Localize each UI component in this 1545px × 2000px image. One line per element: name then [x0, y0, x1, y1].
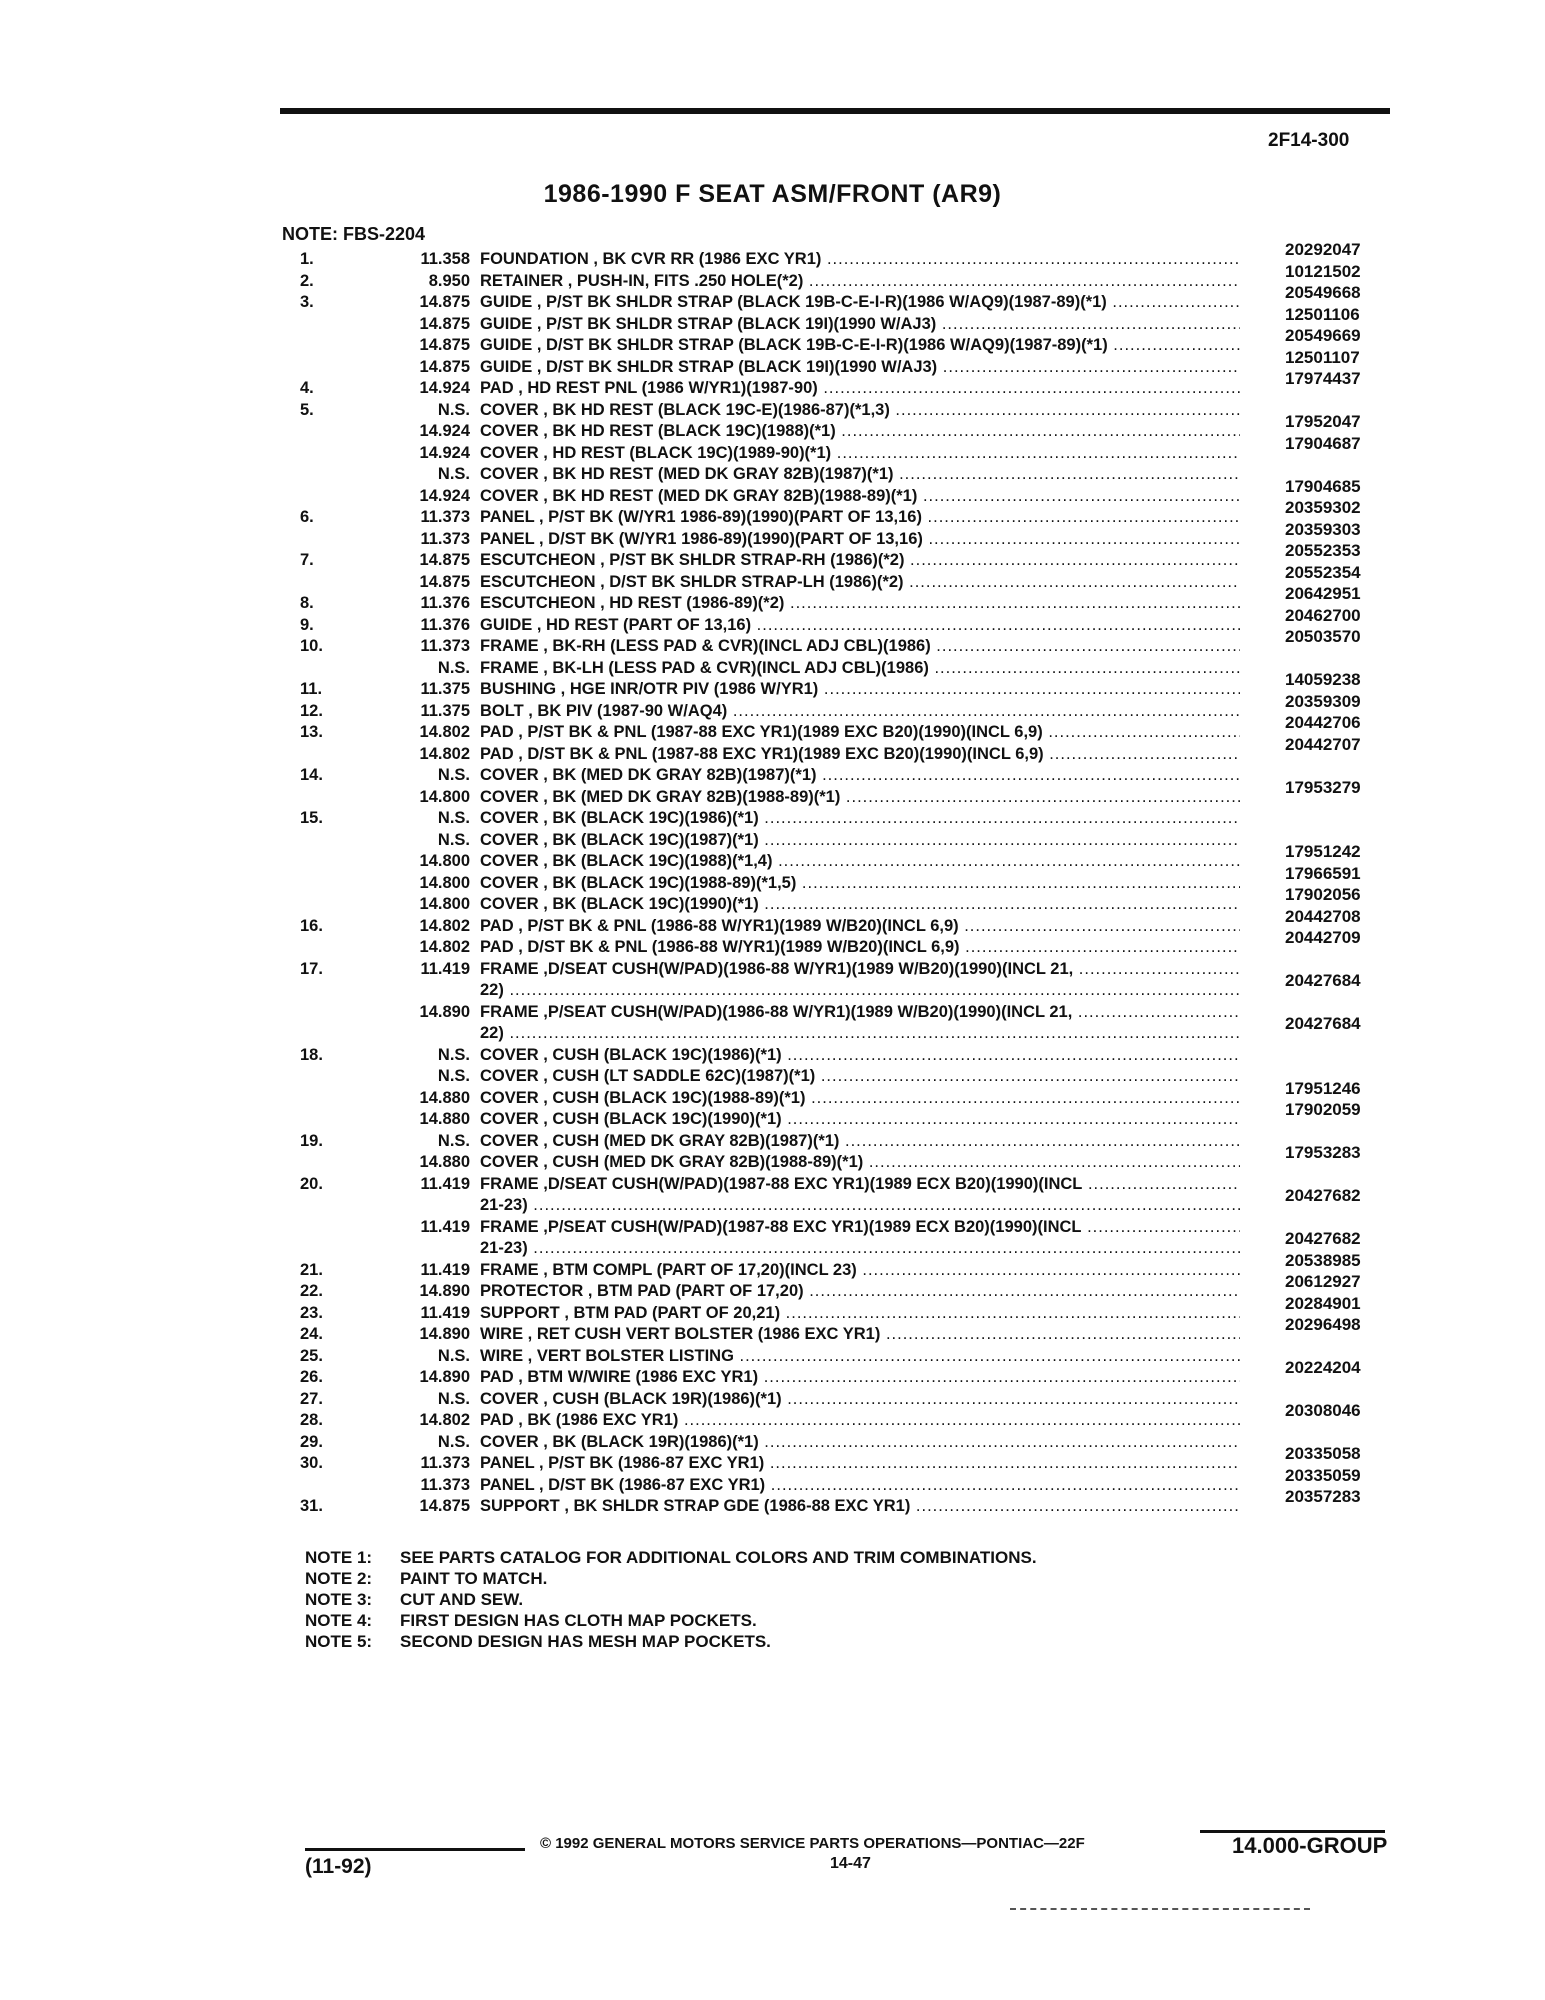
note-label: NOTE 2: — [305, 1569, 373, 1588]
part-number: 17951246 — [1285, 1078, 1361, 1098]
part-row — [300, 498, 1380, 530]
part-number: 17966591 — [1285, 863, 1361, 883]
part-number-index: 1. — [300, 250, 314, 268]
part-group: 8.950 — [428, 271, 470, 290]
note-line — [305, 1632, 1037, 1653]
note-text: FIRST DESIGN HAS CLOTH MAP POCKETS. — [400, 1611, 757, 1630]
part-row — [300, 1347, 1380, 1369]
part-group: 14.890 — [419, 1368, 470, 1386]
part-description: PAD , D/ST BK & PNL (1986-88 W/YR1)(1989 W/B20)(INCL 6,9) ..... — [480, 938, 1240, 957]
part-number-index: 25. — [300, 1346, 323, 1365]
part-description: COVER , BK HD REST (MED DK GRAY 82B)(1988-89)(*1) ..... — [480, 487, 1240, 506]
part-group: 14.880 — [419, 1110, 470, 1128]
part-number: 12501107 — [1285, 347, 1360, 367]
part-group: 11.373 — [420, 1475, 470, 1494]
part-description: PAD , D/ST BK & PNL (1987-88 EXC YR1)(1989 EXC B20)(1990)(INCL 6,9) ..... — [480, 745, 1240, 764]
part-number-index: 7. — [300, 551, 314, 569]
part-number: 20612927 — [1285, 1272, 1361, 1291]
part-row — [300, 1293, 1380, 1326]
part-number-index: 12. — [300, 701, 323, 720]
top-rule — [280, 108, 1390, 114]
part-number: 20427684 — [1285, 1014, 1361, 1033]
part-number-index: 16. — [300, 916, 323, 935]
part-number: 20335058 — [1285, 1444, 1361, 1463]
part-description: GUIDE , HD REST (PART OF 13,16) ..... — [480, 616, 1240, 635]
part-number: 20357283 — [1285, 1487, 1361, 1506]
part-description: BUSHING , HGE INR/OTR PIV (1986 W/YR1) ..... — [480, 680, 1240, 699]
part-number: 20296498 — [1285, 1315, 1361, 1334]
part-group: 14.875 — [419, 314, 470, 333]
part-number: 20427682 — [1285, 1229, 1361, 1248]
part-row — [300, 1401, 1380, 1433]
part-row — [300, 1487, 1380, 1519]
part-number: 10121502 — [1285, 261, 1361, 281]
part-number: 20427684 — [1285, 971, 1361, 990]
part-row — [300, 1014, 1380, 1046]
part-number: 17952047 — [1285, 412, 1361, 431]
part-number-index: 14. — [300, 766, 323, 784]
part-description: COVER , BK (BLACK 19C)(1988)(*1,4) ..... — [480, 852, 1240, 871]
part-description: GUIDE , D/ST BK SHLDR STRAP (BLACK 19B-C-E-I-R)(1986 W/AQ9)(1987-89)(*1) ..... — [480, 336, 1240, 355]
part-row — [300, 519, 1380, 552]
part-description: COVER , BK (BLACK 19C)(1986)(*1) ..... — [480, 809, 1240, 828]
part-description: 21-23) ..... — [480, 1196, 1240, 1215]
part-number: 17974437 — [1285, 369, 1361, 388]
part-group: 14.890 — [419, 1325, 470, 1343]
part-description: FRAME ,P/SEAT CUSH(W/PAD)(1987-88 EXC YR1)(1989 ECX B20)(1990)(INCL ..... — [480, 1218, 1240, 1237]
part-group: 11.373 — [420, 637, 470, 655]
part-group: 14.800 — [419, 852, 470, 870]
note-text: SEE PARTS CATALOG FOR ADDITIONAL COLORS AND TRIM COMBINATIONS. — [400, 1548, 1037, 1567]
part-number: 20442706 — [1285, 713, 1361, 732]
part-number: 17902056 — [1285, 885, 1361, 904]
part-description: FOUNDATION , BK CVR RR (1986 EXC YR1) ..... — [480, 250, 1240, 269]
part-number: 20442709 — [1285, 928, 1361, 947]
part-number: 20442708 — [1285, 906, 1361, 926]
part-row — [300, 1067, 1380, 1089]
part-number: 20549668 — [1285, 283, 1361, 302]
part-description: COVER , CUSH (BLACK 19C)(1990)(*1) ..... — [480, 1110, 1240, 1129]
part-number: 17902059 — [1285, 1100, 1361, 1119]
part-description: SUPPORT , BK SHLDR STRAP GDE (1986-88 EXC YR1) ..... — [480, 1497, 1240, 1516]
part-number: 17904685 — [1285, 476, 1361, 496]
part-group: N.S. — [437, 1131, 470, 1150]
part-row — [300, 401, 1380, 423]
part-description: GUIDE , D/ST BK SHLDR STRAP (BLACK 19I)(1990 W/AJ3) ..... — [480, 358, 1240, 377]
part-description: PAD , P/ST BK & PNL (1986-88 W/YR1)(1989 W/B20)(INCL 6,9) ..... — [480, 917, 1240, 936]
part-number-index: 2. — [300, 271, 314, 290]
page-number: 14-47 — [830, 1855, 871, 1872]
part-group: 14.802 — [419, 938, 470, 956]
part-description: COVER , CUSH (BLACK 19C)(1986)(*1) ..... — [480, 1046, 1240, 1065]
part-row — [300, 1100, 1380, 1132]
part-group: 11.373 — [420, 508, 470, 526]
part-row — [300, 863, 1380, 896]
part-description: FRAME ,P/SEAT CUSH(W/PAD)(1986-88 W/YR1)(1989 W/B20)(1990)(INCL 21, ..... — [480, 1003, 1240, 1022]
note-text: SECOND DESIGN HAS MESH MAP POCKETS. — [400, 1632, 771, 1651]
part-number: 20538985 — [1285, 1250, 1361, 1270]
part-group: 11.373 — [420, 529, 470, 548]
part-row — [300, 465, 1380, 487]
part-description: FRAME , BTM COMPL (PART OF 17,20)(INCL 23) ..... — [480, 1261, 1240, 1280]
part-row — [300, 809, 1380, 831]
part-number-index: 17. — [300, 959, 323, 978]
part-group: 14.880 — [419, 1153, 470, 1171]
part-description: PANEL , D/ST BK (W/YR1 1986-89)(1990)(PART OF 13,16) ..... — [480, 530, 1240, 549]
part-number: 20427682 — [1285, 1186, 1361, 1205]
part-description: WIRE , RET CUSH VERT BOLSTER (1986 EXC YR1) ..... — [480, 1325, 1240, 1344]
part-number: 17953283 — [1285, 1143, 1361, 1162]
part-number: 20359303 — [1285, 519, 1361, 539]
part-number: 17904687 — [1285, 433, 1361, 453]
part-group: 11.419 — [420, 1260, 470, 1279]
part-number-index: 19. — [300, 1131, 323, 1150]
note-text: CUT AND SEW. — [400, 1590, 524, 1609]
part-group: 11.376 — [420, 615, 470, 634]
part-row — [300, 605, 1380, 638]
part-number-index: 26. — [300, 1368, 323, 1386]
part-row — [300, 1390, 1380, 1412]
part-number: 20549669 — [1285, 326, 1361, 345]
part-number: 20335059 — [1285, 1465, 1361, 1485]
note-label: NOTE 4: — [305, 1611, 373, 1630]
part-row — [300, 326, 1380, 358]
part-row — [300, 347, 1380, 380]
part-number: 20442707 — [1285, 734, 1361, 754]
part-row — [300, 1218, 1380, 1240]
part-number: 20503570 — [1285, 627, 1361, 646]
part-number-index: 6. — [300, 508, 314, 526]
footer-rule-left — [305, 1848, 525, 1851]
part-row — [300, 412, 1380, 444]
part-number: 20359302 — [1285, 498, 1361, 517]
part-group: 14.875 — [419, 293, 470, 311]
part-group: N.S. — [437, 1432, 470, 1451]
note-line — [305, 1548, 1037, 1569]
part-row — [300, 734, 1380, 767]
part-row — [300, 1132, 1380, 1154]
part-group: 14.802 — [419, 916, 470, 935]
header-note: NOTE: FBS-2204 — [282, 224, 426, 244]
part-row — [300, 1250, 1380, 1283]
part-description: FRAME ,D/SEAT CUSH(W/PAD)(1987-88 EXC YR1)(1989 ECX B20)(1990)(INCL ..... — [480, 1175, 1240, 1194]
part-group: 14.924 — [419, 379, 470, 397]
part-row — [300, 766, 1380, 788]
footer-date: (11-92) — [305, 1855, 372, 1878]
part-description: 22) ..... — [480, 1024, 1240, 1043]
part-number-index: 21. — [300, 1260, 323, 1279]
part-description: COVER , BK (MED DK GRAY 82B)(1987)(*1) ..... — [480, 766, 1240, 785]
part-group: N.S. — [437, 766, 470, 784]
part-row — [300, 713, 1380, 745]
part-group: 11.419 — [420, 1303, 470, 1322]
part-number-index: 13. — [300, 723, 323, 741]
part-description: COVER , BK HD REST (BLACK 19C-E)(1986-87)(*1,3) ..... — [480, 401, 1240, 420]
part-group: N.S. — [437, 465, 470, 483]
part-number: 20224204 — [1285, 1358, 1361, 1377]
part-row — [300, 1465, 1380, 1498]
part-number-index: 20. — [300, 1174, 323, 1193]
doc-number: 2F14-300 — [1268, 130, 1350, 151]
part-description: COVER , BK (MED DK GRAY 82B)(1988-89)(*1) ..... — [480, 788, 1240, 807]
part-group: N.S. — [437, 1389, 470, 1408]
part-row — [300, 1186, 1380, 1218]
part-group: N.S. — [437, 1346, 470, 1365]
part-description: ESCUTCHEON , D/ST BK SHLDR STRAP-LH (1986)(*2) ..... — [480, 573, 1240, 592]
part-row — [300, 240, 1380, 272]
part-number-index: 29. — [300, 1432, 323, 1451]
part-row — [300, 1078, 1380, 1111]
part-description: ESCUTCHEON , HD REST (1986-89)(*2) ..... — [480, 594, 1240, 613]
part-row — [300, 1175, 1380, 1197]
part-description: PANEL , P/ST BK (1986-87 EXC YR1) ..... — [480, 1454, 1240, 1473]
part-group: N.S. — [437, 658, 470, 677]
part-number: 12501106 — [1285, 304, 1360, 324]
part-row — [300, 1003, 1380, 1025]
part-row — [300, 261, 1380, 294]
part-description: FRAME , BK-RH (LESS PAD & CVR)(INCL ADJ CBL)(1986) ..... — [480, 637, 1240, 656]
part-number-index: 22. — [300, 1282, 323, 1300]
part-row — [300, 777, 1380, 810]
part-group: 14.880 — [419, 1088, 470, 1107]
part-description: PAD , HD REST PNL (1986 W/YR1)(1987-90) ..... — [480, 379, 1240, 398]
part-description: COVER , CUSH (MED DK GRAY 82B)(1987)(*1) ..... — [480, 1132, 1240, 1151]
part-group: 14.802 — [419, 1411, 470, 1429]
part-group: 11.373 — [420, 1454, 470, 1472]
part-group: 14.800 — [419, 895, 470, 913]
part-row — [300, 1046, 1380, 1068]
part-number: 20284901 — [1285, 1293, 1361, 1313]
part-group: 14.875 — [419, 572, 470, 591]
part-number-index: 11. — [300, 680, 323, 698]
part-number-index: 10. — [300, 637, 323, 655]
part-group: 14.890 — [419, 1282, 470, 1300]
note-label: NOTE 3: — [305, 1590, 373, 1609]
part-number-index: 27. — [300, 1389, 323, 1408]
part-description: FRAME , BK-LH (LESS PAD & CVR)(INCL ADJ CBL)(1986) ..... — [480, 659, 1240, 678]
part-number-index: 30. — [300, 1454, 323, 1472]
part-description: PAD , P/ST BK & PNL (1987-88 EXC YR1)(1989 EXC B20)(1990)(INCL 6,9) ..... — [480, 723, 1240, 742]
part-number-index: 5. — [300, 400, 314, 419]
part-group: N.S. — [437, 830, 470, 849]
part-group: 14.924 — [419, 486, 470, 505]
part-group: N.S. — [437, 1067, 470, 1085]
part-description: COVER , BK (BLACK 19C)(1990)(*1) ..... — [480, 895, 1240, 914]
part-description: PANEL , D/ST BK (1986-87 EXC YR1) ..... — [480, 1476, 1240, 1495]
footer-copyright: © 1992 GENERAL MOTORS SERVICE PARTS OPERATIONS—PONTIAC—22F — [540, 1835, 1085, 1852]
part-description: WIRE , VERT BOLSTER LISTING ..... — [480, 1347, 1240, 1366]
part-description: COVER , BK HD REST (BLACK 19C)(1988)(*1) ..... — [480, 422, 1240, 441]
part-row — [300, 1143, 1380, 1175]
part-row — [300, 1315, 1380, 1347]
part-description: GUIDE , P/ST BK SHLDR STRAP (BLACK 19B-C-E-I-R)(1986 W/AQ9)(1987-89)(*1) ..... — [480, 293, 1240, 312]
page-title: 1986-1990 F SEAT ASM/FRONT (AR9) — [543, 180, 1002, 208]
part-group: 14.875 — [419, 336, 470, 354]
part-row — [300, 541, 1380, 573]
part-description: COVER , CUSH (MED DK GRAY 82B)(1988-89)(*1) ..... — [480, 1153, 1240, 1172]
part-number: 20552354 — [1285, 562, 1361, 582]
part-description: COVER , BK (BLACK 19C)(1987)(*1) ..... — [480, 831, 1240, 850]
part-description: COVER , BK (BLACK 19R)(1986)(*1) ..... — [480, 1433, 1240, 1452]
part-row — [300, 369, 1380, 401]
part-group: 14.875 — [419, 551, 470, 569]
part-number-index: 24. — [300, 1325, 323, 1343]
part-number-index: 15. — [300, 809, 323, 827]
part-row — [300, 885, 1380, 917]
part-row — [300, 304, 1380, 337]
part-number: 20292047 — [1285, 240, 1361, 259]
part-group: N.S. — [437, 400, 470, 419]
part-number-index: 23. — [300, 1303, 323, 1322]
part-row — [300, 1272, 1380, 1304]
part-row — [300, 1229, 1380, 1261]
part-description: RETAINER , PUSH-IN, FITS .250 HOLE(*2) ..... — [480, 272, 1240, 291]
part-description: COVER , CUSH (BLACK 19C)(1988-89)(*1) ..... — [480, 1089, 1240, 1108]
part-row — [300, 627, 1380, 659]
part-row — [300, 584, 1380, 616]
part-description: COVER , CUSH (LT SADDLE 62C)(1987)(*1) ..... — [480, 1067, 1240, 1086]
part-row — [300, 971, 1380, 1003]
part-row — [300, 659, 1380, 681]
part-number: 20308046 — [1285, 1401, 1361, 1420]
part-row — [300, 906, 1380, 939]
part-description: COVER , BK HD REST (MED DK GRAY 82B)(1987)(*1) ..... — [480, 465, 1240, 484]
note-line — [305, 1611, 1037, 1632]
part-description: SUPPORT , BTM PAD (PART OF 20,21) ..... — [480, 1304, 1240, 1323]
part-row — [300, 842, 1380, 874]
part-group: 14.800 — [419, 787, 470, 806]
part-number-index: 4. — [300, 379, 314, 397]
part-row — [300, 691, 1380, 724]
part-row — [300, 670, 1380, 702]
part-row — [300, 1433, 1380, 1455]
part-description: GUIDE , P/ST BK SHLDR STRAP (BLACK 19I)(1990 W/AJ3) ..... — [480, 315, 1240, 334]
notes-list — [305, 1548, 1037, 1653]
part-number: 17953279 — [1285, 777, 1361, 797]
part-group: 11.375 — [420, 701, 470, 720]
part-group: 14.875 — [419, 1497, 470, 1515]
part-number-index: 18. — [300, 1045, 323, 1064]
part-number-index: 9. — [300, 615, 314, 634]
part-description: BOLT , BK PIV (1987-90 W/AQ4) ..... — [480, 702, 1240, 721]
footer-dashes — [1010, 1908, 1310, 1910]
part-group: 14.875 — [419, 357, 470, 376]
part-description: COVER , HD REST (BLACK 19C)(1989-90)(*1) ..... — [480, 444, 1240, 463]
part-group: 11.419 — [420, 1174, 470, 1193]
part-group: N.S. — [437, 809, 470, 827]
part-description: PAD , BTM W/WIRE (1986 EXC YR1) ..... — [480, 1368, 1240, 1387]
part-row — [300, 928, 1380, 960]
part-group: 11.375 — [420, 680, 470, 698]
part-group: 14.802 — [419, 744, 470, 763]
part-group: 14.890 — [419, 1002, 470, 1021]
part-number-index: 31. — [300, 1497, 323, 1515]
footer-group: 14.000-GROUP — [1232, 1833, 1388, 1858]
part-number: 20642951 — [1285, 584, 1361, 603]
part-description: COVER , BK (BLACK 19C)(1988-89)(*1,5) ..... — [480, 874, 1240, 893]
part-description: 21-23) ..... — [480, 1239, 1240, 1258]
note-label: NOTE 1: — [305, 1548, 373, 1567]
part-number: 20462700 — [1285, 605, 1361, 625]
note-line — [305, 1569, 1037, 1590]
part-row — [300, 433, 1380, 466]
part-description: FRAME ,D/SEAT CUSH(W/PAD)(1986-88 W/YR1)(1989 W/B20)(1990)(INCL 21, ..... — [480, 960, 1240, 979]
part-description: COVER , CUSH (BLACK 19R)(1986)(*1) ..... — [480, 1390, 1240, 1409]
part-group: 11.358 — [420, 250, 470, 268]
note-label: NOTE 5: — [305, 1632, 373, 1651]
part-number: 17951242 — [1285, 842, 1361, 861]
part-row — [300, 476, 1380, 509]
part-description: 22) ..... — [480, 981, 1240, 1000]
part-row — [300, 283, 1380, 315]
part-number-index: 3. — [300, 293, 314, 311]
part-description: ESCUTCHEON , P/ST BK SHLDR STRAP-RH (1986)(*2) ..... — [480, 551, 1240, 570]
part-group: 14.800 — [419, 873, 470, 892]
parts-list — [300, 240, 1380, 1519]
part-number-index: 28. — [300, 1411, 323, 1429]
part-number: 20552353 — [1285, 541, 1361, 560]
part-group: 11.376 — [420, 594, 470, 612]
part-group: 14.924 — [419, 422, 470, 440]
part-group: 14.802 — [419, 723, 470, 741]
part-group: 11.419 — [420, 1217, 470, 1236]
part-number: 20359309 — [1285, 691, 1361, 711]
note-line — [305, 1590, 1037, 1611]
part-number: 14059238 — [1285, 670, 1361, 689]
part-row — [300, 1358, 1380, 1390]
part-group: 11.419 — [420, 959, 470, 978]
part-row — [300, 960, 1380, 982]
part-group: 14.924 — [419, 443, 470, 462]
part-description: PAD , BK (1986 EXC YR1) ..... — [480, 1411, 1240, 1430]
part-row — [300, 562, 1380, 595]
part-group: N.S. — [437, 1045, 470, 1064]
note-text: PAINT TO MATCH. — [400, 1569, 548, 1588]
part-row — [300, 831, 1380, 853]
part-row — [300, 1444, 1380, 1476]
part-description: PROTECTOR , BTM PAD (PART OF 17,20) ..... — [480, 1282, 1240, 1301]
part-description: PANEL , P/ST BK (W/YR1 1986-89)(1990)(PART OF 13,16) ..... — [480, 508, 1240, 527]
part-number-index: 8. — [300, 594, 314, 612]
